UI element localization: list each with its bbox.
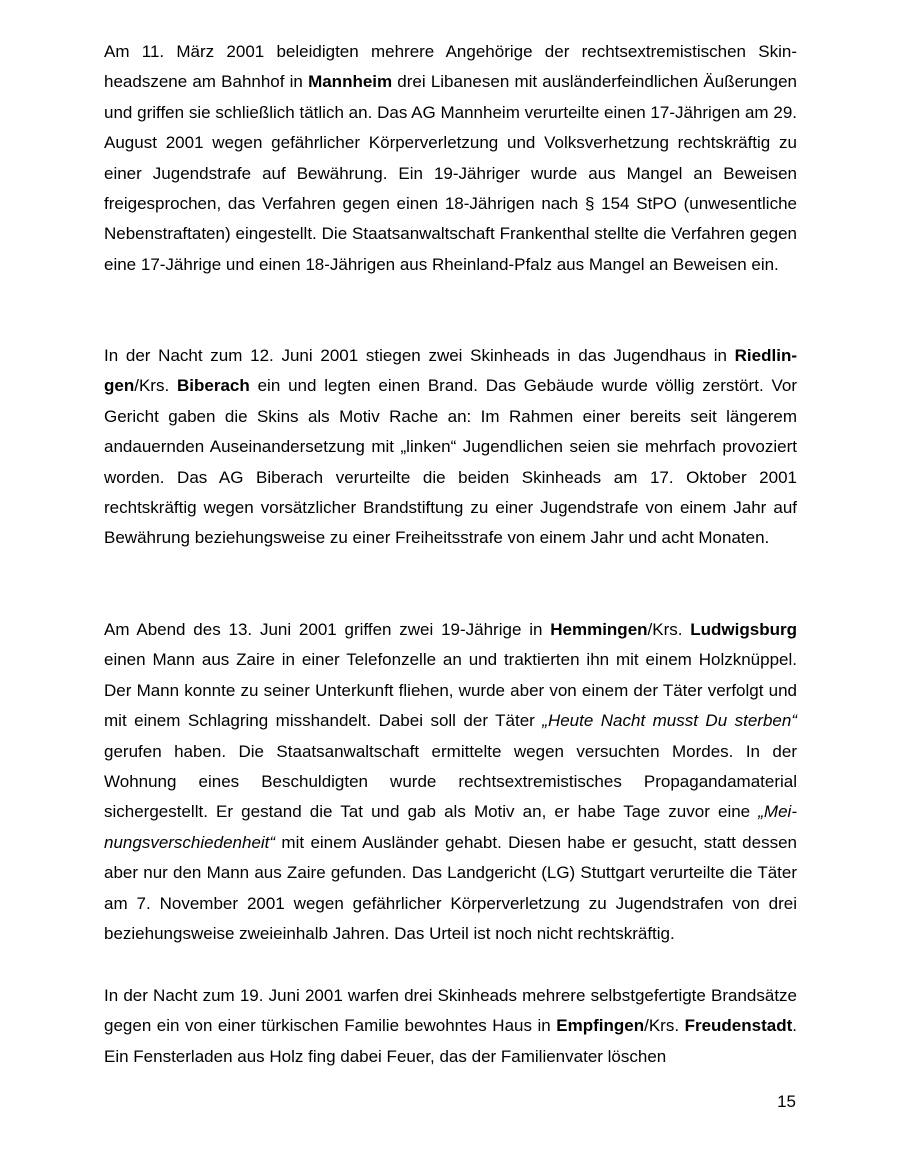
place-name: Empfingen [556,1016,645,1036]
text-run: In der Nacht zum 12. Juni 2001 stiegen zwei Skinheads in das Jugendhaus in [104,346,735,365]
text-run: mit einem Ausländer gehabt. Diesen habe er gesucht, statt dessen aber nur den Mann aus Zaire gefunden. Das Landgericht (LG) Stuttgart verurteilte die Täter am 7. November 2001 wegen gefährlicher Körperverletzung zu Jugendstrafen von drei beziehungsweise zweieinhalb Jahren. Das Urteil ist noch nicht rechtskräftig. [104,832,797,944]
text-run: drei Libanesen mit ausländerfeindlichen Äußerungen und griffen sie schließlich tätlich an. Das AG Mannheim verurteilte einen 17-Jährigen am 29. August 2001 wegen gefährlicher Körperverletzung und Volksverhetzung rechtskräftig zu einer Jugendstrafe auf Bewährung. Ein 19-Jähriger wurde aus Mangel an Beweisen freigesprochen, das Verfahren gegen einen 18-Jährigen nach § 154 StPO (unwesentliche Nebenstraftaten) eingestellt. Die Staatsanwaltschaft Frankenthal stellte die Verfahren gegen eine 17-Jährige und einen 18-Jährigen aus Rheinland-Pfalz aus Mangel an Beweisen ein. [104,72,797,274]
place-name: Riedlingen [104,346,797,396]
place-name: Ludwigsburg [690,620,797,639]
text-run: ein und legten einen Brand. Das Gebäude wurde völlig zerstört. Vor Gericht gaben die Skins als Motiv Rache an: Im Rahmen einer bereits seit längerem andauernden Auseinandersetzung mit „linken“ Jugendlichen seien sie mehrfach provoziert worden. Das AG Biberach verurteilte die beiden Skinheads am 17. Oktober 2001 rechtskräftig wegen vorsätzlicher Brandstiftung zu einer Jugendstrafe von einem Jahr auf Bewährung beziehungsweise zu einer Freiheitsstrafe von einem Jahr und acht Monaten. [104,376,798,548]
text-run: . Ein Fensterladen aus Holz fing dabei Feuer, das der Familienvater löschen [104,1016,797,1066]
text-run: /Krs. [134,376,178,396]
paragraph-empfingen [104,981,797,1072]
paragraph-mannheim [104,37,797,280]
place-name: Mannheim [308,72,393,92]
text-run: Am Abend des 13. Juni 2001 griffen zwei 19-Jährige in [104,620,551,639]
page-number: 15 [777,1092,796,1111]
quoted-text: „Meinungsverschiedenheit“ [104,802,797,852]
place-name: Biberach [177,376,250,396]
text-run: Am 11. März 2001 beleidigten mehrere Angehörige der rechtsextremistischen Skinheadszene am Bahnhof in [104,42,797,92]
place-name: Hemmingen [550,620,648,639]
paragraph-riedlingen [104,341,797,554]
paragraph-hemmingen [104,615,797,949]
text-run: In der Nacht zum 19. Juni 2001 warfen drei Skinheads mehrere selbstgefertigte Brandsätze gegen ein von einer türkischen Familie bewohntes Haus in [104,986,797,1036]
place-name: Freudenstadt [684,1016,793,1036]
text-run: /Krs. [647,620,691,639]
text-run: gerufen haben. Die Staatsanwaltschaft ermittelte wegen versuchten Mordes. In der Wohnung eines Beschuldigten wurde rechtsextremistisches Propagandamaterial sichergestellt. Er gestand die Tat und gab als Motiv an, er habe Tage zuvor eine [104,741,797,822]
quoted-text: „Heute Nacht musst Du sterben“ [542,711,797,731]
text-run: /Krs. [644,1016,685,1036]
text-run: einen Mann aus Zaire in einer Telefonzelle an und traktierten ihn mit einem Holzknüppel. Der Mann konnte zu seiner Unterkunft fliehen, wurde aber von einem der Täter verfolgt und mit einem Schlagring misshandelt. Dabei soll der Täter [104,650,797,731]
